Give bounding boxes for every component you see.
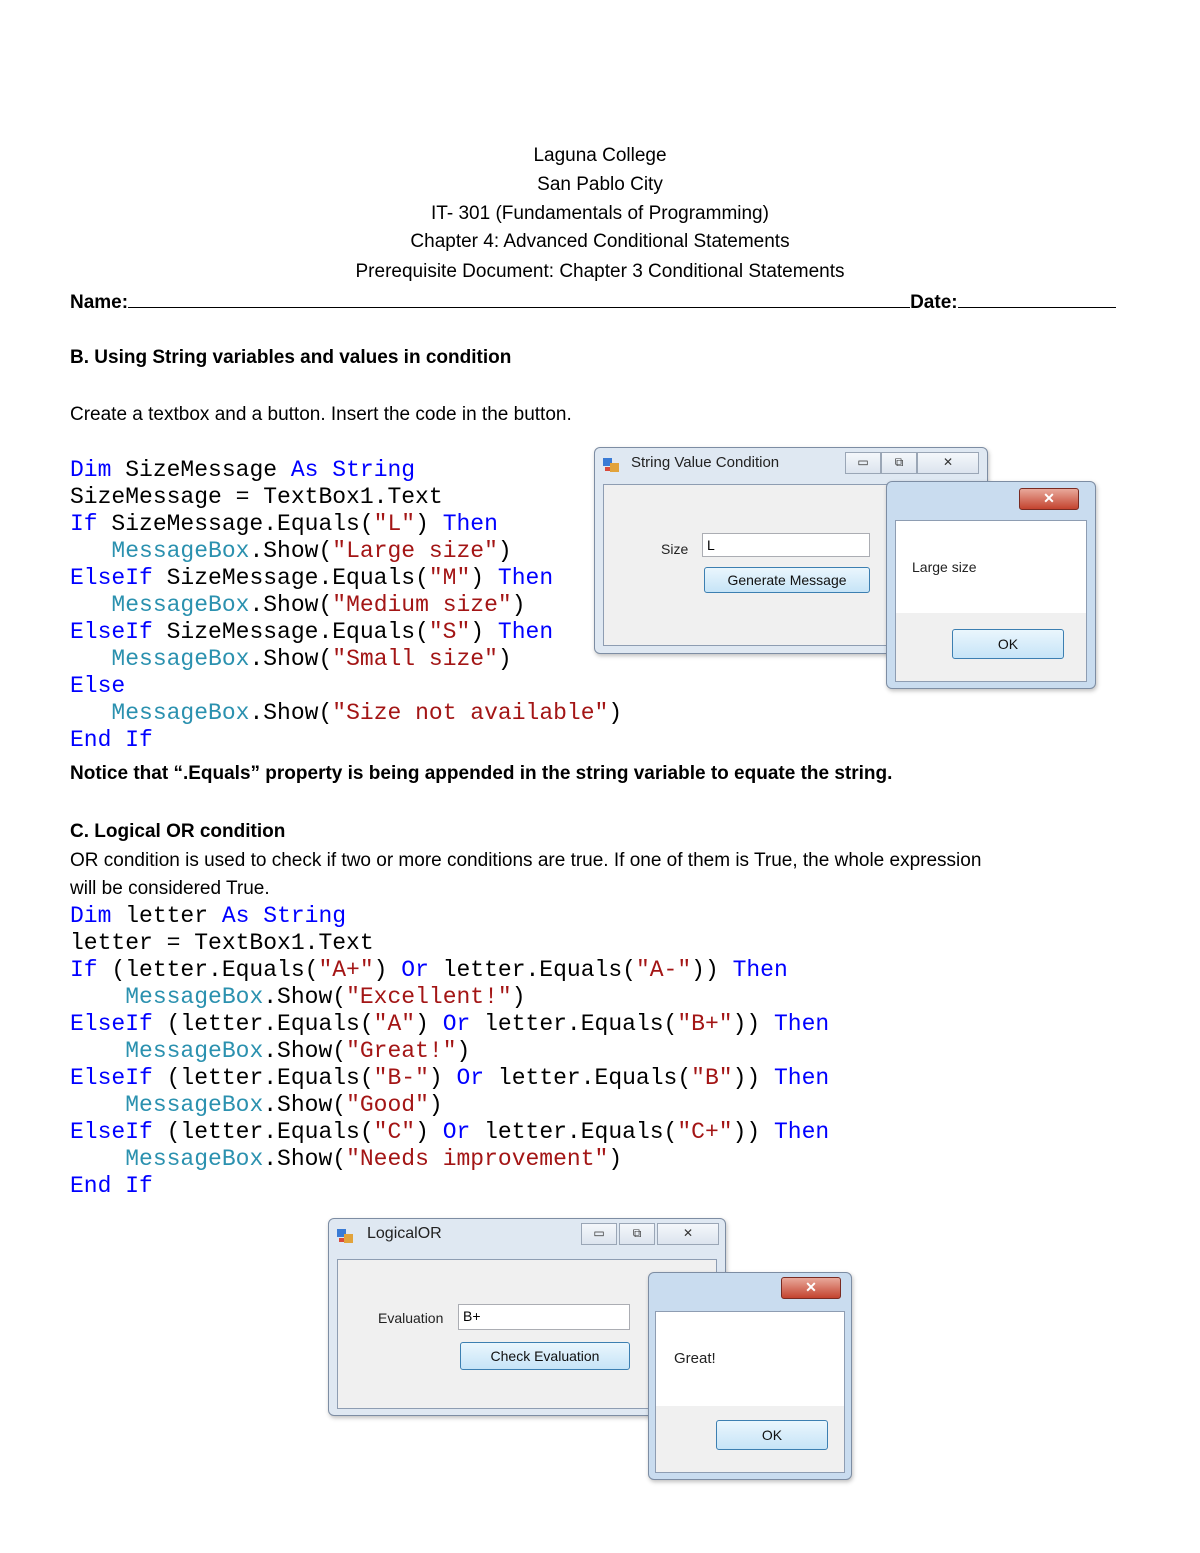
evaluation-input[interactable]: B+ (458, 1304, 630, 1330)
chapter-title: Chapter 4: Advanced Conditional Statements (410, 231, 790, 252)
window-title: LogicalOR (367, 1225, 442, 1242)
minimize-icon[interactable]: ▭ (845, 452, 881, 474)
close-icon[interactable]: ✕ (657, 1223, 719, 1245)
app-icon (603, 458, 619, 472)
code-block-b: Dim SizeMessage As String SizeMessage = TextBox1.Text If SizeMessage.Equals("L") Then MessageBox.Show("Large size") ElseIf SizeMessage.Equals("M") Then MessageBox.Show("Medium size") ElseIf SizeMessage.Equals("S") Then MessageBox.Show("Small size") Else MessageBox.Show("Size not available") End If (70, 457, 623, 753)
msgbox-message: Great! (674, 1350, 716, 1367)
course-title: IT- 301 (Fundamentals of Programming) (431, 203, 769, 224)
msgbox-footer (896, 613, 1086, 681)
msgbox-body (655, 1311, 845, 1473)
window-title: String Value Condition (631, 454, 780, 471)
msgbox-close-icon[interactable]: ✕ (1019, 488, 1079, 510)
date-label: Date: (910, 292, 958, 313)
code-block-c: Dim letter As String letter = TextBox1.Text If (letter.Equals("A+") Or letter.Equals("A-")) Then MessageBox.Show("Excellent!") ElseIf (letter.Equals("A") Or letter.Equals("B+")) Then MessageBox.Show("Great!") ElseIf (letter.Equals("B-") Or letter.Equals("B")) Then MessageBox.Show("Good") ElseIf (letter.Equals("C") Or letter.Equals("C+")) Then MessageBox.Show("Needs improvement") End If (70, 903, 830, 1199)
section-c-para2: will be considered True. (70, 878, 270, 899)
size-label: Size (661, 541, 689, 557)
school-name: Laguna College (533, 145, 667, 166)
ok-button[interactable]: OK (716, 1420, 828, 1450)
minimize-icon[interactable]: ▭ (581, 1223, 617, 1245)
section-c-heading: C. Logical OR condition (70, 821, 286, 842)
msgbox-close-icon[interactable]: ✕ (781, 1277, 841, 1299)
date-blank[interactable] (958, 289, 1116, 308)
name-label: Name: (70, 292, 129, 313)
message-box-c (648, 1272, 852, 1480)
section-b-note: Notice that “.Equals” property is being appended in the string variable to equate the string. (70, 763, 893, 784)
msgbox-message: Large size (912, 559, 977, 575)
restore-icon[interactable]: ⧉ (881, 452, 917, 474)
school-city: San Pablo City (537, 174, 663, 195)
section-b-heading: B. Using String variables and values in condition (70, 347, 512, 368)
message-box-b (886, 481, 1096, 689)
app-icon (337, 1229, 353, 1243)
check-evaluation-button[interactable]: Check Evaluation (460, 1342, 630, 1370)
ok-button[interactable]: OK (952, 629, 1064, 659)
prerequisite-title: Prerequisite Document: Chapter 3 Conditional Statements (355, 261, 845, 282)
name-date-line (70, 289, 1116, 314)
close-icon[interactable]: ✕ (917, 452, 979, 474)
restore-icon[interactable]: ⧉ (619, 1223, 655, 1245)
section-b-instruction: Create a textbox and a button. Insert the code in the button. (70, 404, 572, 425)
generate-message-button[interactable]: Generate Message (704, 567, 870, 593)
size-input[interactable]: L (702, 533, 870, 557)
msgbox-footer (656, 1406, 844, 1472)
section-c-para1: OR condition is used to check if two or more conditions are true. If one of them is True, the whole expression (70, 850, 982, 871)
msgbox-body (895, 520, 1087, 682)
name-blank[interactable] (128, 289, 910, 308)
evaluation-label: Evaluation (378, 1310, 444, 1326)
